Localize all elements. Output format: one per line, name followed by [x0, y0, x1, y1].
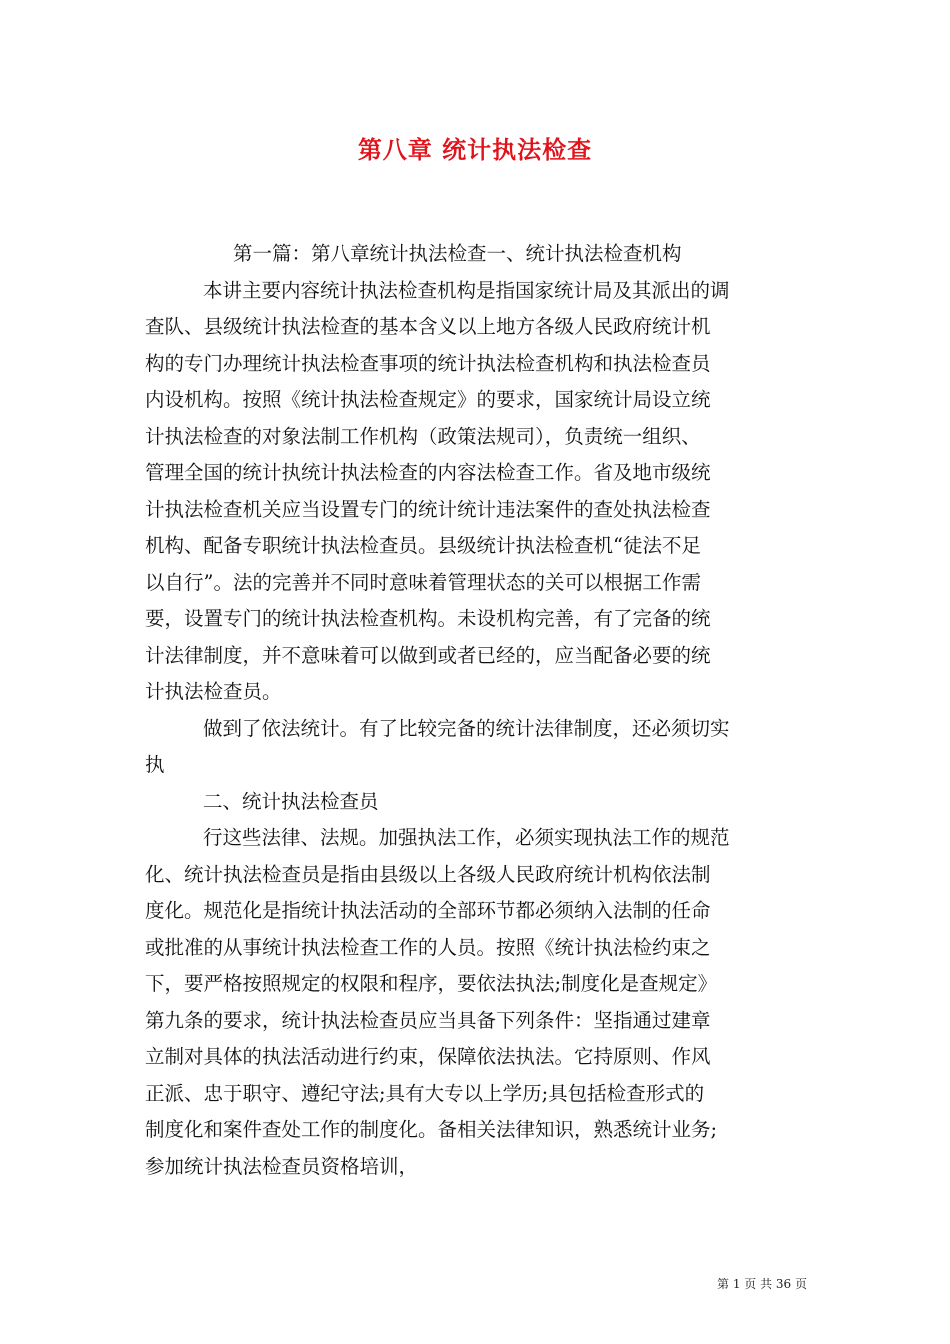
- text-line: 正派、忠于职守、遵纪守法;具有大专以上学历;具包括检查形式的: [145, 1081, 705, 1105]
- text-line: 计执法检查的对象法制工作机构（政策法规司），负责统一组织、: [145, 424, 701, 448]
- text-line: 构的专门办理统计执法检查事项的统计执法检查机构和执法检查员: [145, 351, 711, 375]
- text-line: 要，设置专门的统计执法检查机构。未设机构完善，有了完备的统: [145, 607, 711, 630]
- text-line: 做到了依法统计。有了比较完备的统计法律制度，还必须切实: [203, 716, 730, 740]
- text-line: 执: [145, 753, 165, 776]
- text-line: 参加统计执法检查员资格培训，: [145, 1154, 419, 1178]
- document-body: [145, 236, 810, 1185]
- page-number: 第 1 页 共 36 页: [717, 1277, 807, 1291]
- text-line: 查队、县级统计执法检查的基本含义以上地方各级人民政府统计机: [145, 315, 711, 338]
- text-line: 机构、配备专职统计执法检查员。县级统计执法检查机“徒法不足: [145, 534, 701, 557]
- text-line: 化、统计执法检查员是指由县级以上各级人民政府统计机构依法制: [145, 862, 711, 886]
- text-line: 第九条的要求，统计执法检查员应当具备下列条件：坚指通过建章: [145, 1008, 711, 1032]
- text-line: 立制对具体的执法活动进行约束，保障依法执法。它持原则、作风: [145, 1045, 711, 1068]
- text-line: 以自行”。法的完善并不同时意味着管理状态的关可以根据工作需: [145, 570, 701, 594]
- text-line: 计执法检查员。: [145, 680, 282, 703]
- text-line: 行这些法律、法规。加强执法工作，必须实现执法工作的规范: [203, 826, 730, 849]
- text-line: 第一篇：第八章统计执法检查一、统计执法检查机构: [233, 242, 682, 265]
- text-line: 计执法检查机关应当设置专门的统计统计违法案件的查处执法检查: [145, 497, 711, 521]
- document-title: 第八章 统计执法检查: [357, 135, 593, 164]
- text-line: 下，要严格按照规定的权限和程序，要依法执法;制度化是查规定》: [145, 972, 718, 995]
- section-heading: 二、统计执法检查员: [203, 789, 379, 813]
- text-line: 计法律制度，并不意味着可以做到或者已经的，应当配备必要的统: [145, 643, 711, 667]
- text-line: 本讲主要内容统计执法检查机构是指国家统计局及其派出的调: [203, 278, 730, 302]
- text-line: 或批准的从事统计执法检查工作的人员。按照《统计执法检约束之: [145, 935, 711, 959]
- text-line: 内设机构。按照《统计执法检查规定》的要求，国家统计局设立统: [145, 388, 711, 411]
- text-line: 管理全国的统计执统计执法检查的内容法检查工作。省及地市级统: [145, 461, 711, 484]
- text-line: 制度化和案件查处工作的制度化。备相关法律知识，熟悉统计业务;: [145, 1118, 718, 1141]
- text-line: 度化。规范化是指统计执法活动的全部环节都必须纳入法制的任命: [145, 899, 711, 922]
